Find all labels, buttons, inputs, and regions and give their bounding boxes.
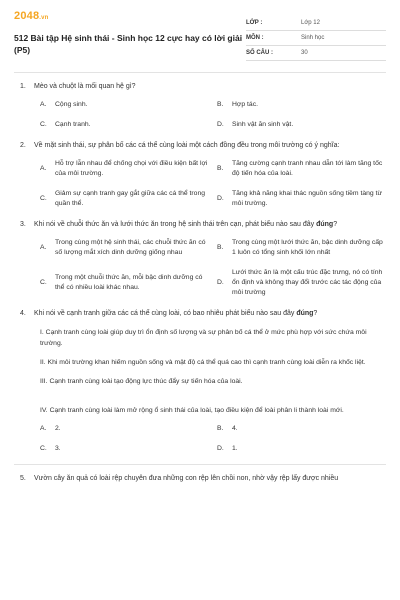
- meta-value: Sinh học: [301, 35, 325, 41]
- answer-option-d[interactable]: [217, 120, 386, 130]
- option-letter: D.: [217, 121, 224, 128]
- meta-value: 30: [301, 50, 308, 56]
- option-text: 4.: [232, 425, 238, 432]
- option-letter: C.: [40, 195, 47, 202]
- question-number: 5.: [20, 475, 26, 482]
- option-letter: B.: [217, 101, 224, 108]
- meta-value: Lớp 12: [301, 20, 320, 26]
- meta-row-subject: [246, 31, 386, 46]
- option-letter: C.: [40, 445, 47, 452]
- option-letter: B.: [217, 425, 224, 432]
- logo-suffix: .vn: [39, 15, 49, 21]
- option-text: Trong một chuỗi thức ăn, mỗi bậc dinh dưỡng có thể có nhiều loài khác nhau.: [55, 274, 203, 291]
- question-text-pre: Khi nói về chuỗi thức ăn và lưới thức ăn trong hệ sinh thái trên cạn, phát biểu nào sau đây: [34, 221, 317, 228]
- question-text-post: ?: [333, 221, 338, 228]
- option-text: Giảm sự cạnh tranh gay gắt giữa các cá thể trong quần thể.: [55, 190, 206, 207]
- option-text: Tăng khả năng khai thác nguồn sống tiềm tàng từ môi trường.: [232, 190, 383, 207]
- document-title: 512 Bài tập Hệ sinh thái - Sinh học 12 cực hay có lời giải (P5): [14, 33, 243, 55]
- question-text: [34, 308, 386, 319]
- question-stem: [14, 81, 386, 92]
- answer-option-c[interactable]: [40, 120, 209, 130]
- option-letter: D.: [217, 445, 224, 452]
- question-text: [34, 219, 386, 230]
- logo-main: 2048: [14, 10, 40, 22]
- question-2: [14, 140, 386, 209]
- question-stem: [14, 473, 386, 484]
- answer-option-d[interactable]: [217, 444, 386, 454]
- statement-1: I. Cạnh tranh cùng loài giúp duy trì ổn định số lượng và sự phân bố cá thể ở mức phù hợp với sức chứa môi trường.: [40, 329, 367, 347]
- option-text: Trong cùng một lưới thức ăn, bậc dinh dưỡng cấp 1 luôn có tổng sinh khối lớn nhất: [232, 239, 383, 256]
- option-letter: D.: [217, 279, 224, 286]
- option-text: Cạnh tranh.: [55, 121, 91, 128]
- option-letter: A.: [40, 425, 47, 432]
- option-letter: B.: [217, 244, 224, 251]
- site-logo[interactable]: [14, 10, 244, 22]
- option-letter: A.: [40, 101, 47, 108]
- meta-row-class: [246, 16, 386, 31]
- document-meta: [246, 10, 386, 68]
- question-text-emphasis: đúng: [296, 310, 314, 317]
- question-stem: [14, 219, 386, 230]
- answer-options: [40, 100, 386, 130]
- option-text: Lưới thức ăn là một cấu trúc đặc trưng, nó có tính ổn định và không thay đổi trước các tác động của môi trường: [232, 269, 383, 296]
- answer-options: [40, 424, 386, 454]
- option-text: 2.: [55, 425, 61, 432]
- meta-key: MÔN :: [246, 35, 264, 41]
- question-number: 1.: [20, 83, 26, 90]
- option-text: Hỗ trợ lẫn nhau để chống chọi với điều kiện bất lợi của môi trường.: [55, 160, 208, 177]
- question-text-emphasis: đúng: [316, 221, 334, 228]
- question-4: [14, 308, 386, 454]
- question-number: 3.: [20, 221, 26, 228]
- header-divider: [14, 72, 386, 73]
- answer-options: [40, 238, 386, 298]
- answer-option-c[interactable]: [40, 189, 209, 209]
- option-text: Hợp tác.: [232, 101, 258, 108]
- question-1: [14, 81, 386, 130]
- option-text: 3.: [55, 445, 61, 452]
- answer-option-c[interactable]: [40, 268, 209, 298]
- option-letter: B.: [217, 165, 224, 172]
- option-text: Trong cùng một hệ sinh thái, các chuỗi thức ăn có số lượng mắt xích dinh dưỡng giống nhau: [55, 239, 206, 256]
- answer-option-b[interactable]: [217, 159, 386, 179]
- answer-option-b[interactable]: [217, 100, 386, 110]
- question-number: 4.: [20, 310, 26, 317]
- question-text-pre: Khi nói về cạnh tranh giữa các cá thể cùng loài, có bao nhiêu phát biểu nào sau đây: [34, 310, 297, 317]
- option-text: 1.: [232, 445, 238, 452]
- option-letter: C.: [40, 121, 47, 128]
- question-number: 2.: [20, 142, 26, 149]
- statement-2: II. Khi môi trường khan hiếm nguồn sống và mật độ cá thể quá cao thì cạnh tranh cùng loài diễn ra khốc liệt.: [40, 359, 366, 366]
- question-3: [14, 219, 386, 298]
- answer-option-c[interactable]: [40, 444, 209, 454]
- option-text: Tăng cường cạnh tranh nhau dẫn tới làm tăng tốc độ tiến hóa của loài.: [232, 160, 383, 177]
- question-text-post: ?: [313, 310, 318, 317]
- question-text: Về mặt sinh thái, sự phân bố các cá thể cùng loài một cách đồng đều trong môi trường có ý nghĩa:: [34, 142, 340, 149]
- answer-option-d[interactable]: [217, 189, 386, 209]
- option-letter: A.: [40, 244, 47, 251]
- statement-4: IV. Cạnh tranh cùng loài làm mở rộng ổ sinh thái của loài, tạo điều kiện để loài phân li thành loài mới.: [40, 407, 344, 414]
- option-text: Cộng sinh.: [55, 101, 88, 108]
- answer-option-b[interactable]: [217, 424, 386, 434]
- meta-key: LỚP :: [246, 20, 263, 26]
- option-letter: A.: [40, 165, 47, 172]
- option-letter: D.: [217, 195, 224, 202]
- meta-key: SỐ CÂU :: [246, 50, 273, 56]
- question-5: [14, 473, 386, 484]
- answer-option-a[interactable]: [40, 424, 209, 434]
- answer-option-a[interactable]: [40, 159, 209, 179]
- answer-options: [40, 159, 386, 209]
- answer-option-a[interactable]: [40, 100, 209, 110]
- answer-option-d[interactable]: [217, 268, 386, 298]
- meta-row-count: [246, 46, 386, 61]
- header-left: [14, 10, 244, 68]
- statement-3: III. Cạnh tranh cùng loài tạo động lực thúc đẩy sự tiến hóa của loài.: [40, 378, 243, 385]
- question-stem: [14, 140, 386, 151]
- answer-option-a[interactable]: [40, 238, 209, 258]
- option-text: Sinh vật ăn sinh vật.: [232, 121, 294, 128]
- question-text: Vườn cây ăn quả có loài rệp chuyên đưa những con rệp lên chồi non, nhờ vậy rệp lấy được nhiều: [34, 475, 339, 482]
- question-stem: [14, 308, 386, 319]
- document-header: [14, 0, 386, 68]
- answer-option-b[interactable]: [217, 238, 386, 258]
- question-divider: [14, 464, 386, 465]
- question-text: Mèo và chuột là mối quan hệ gì?: [34, 83, 136, 90]
- option-letter: C.: [40, 279, 47, 286]
